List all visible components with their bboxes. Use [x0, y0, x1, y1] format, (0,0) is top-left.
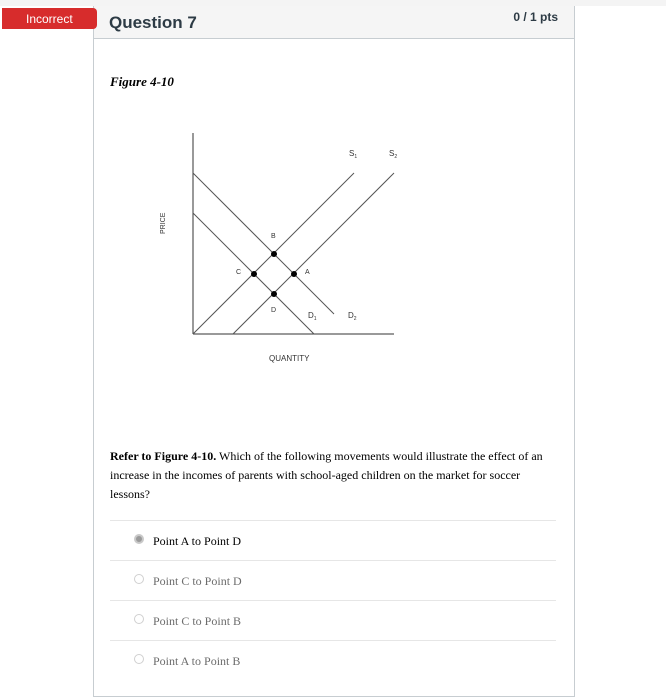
d1-label: D — [308, 311, 314, 320]
figure-label: Figure 4-10 — [110, 74, 174, 89]
points-display: 0 / 1 pts — [513, 10, 558, 24]
s1-subscript: 1 — [354, 154, 358, 160]
point-d-dot — [271, 291, 277, 297]
d2-subscript: 2 — [353, 316, 357, 322]
x-axis-label: QUANTITY — [269, 354, 310, 363]
answer-option-1[interactable] — [110, 520, 556, 561]
point-c-label: C — [236, 269, 242, 276]
svg-text:S2 — [389, 149, 397, 160]
s2-label: S — [389, 149, 395, 158]
supply-curve-s2 — [233, 173, 394, 334]
s2-subscript: 2 — [394, 154, 398, 160]
question-title: Question 7 — [109, 13, 197, 32]
radio-icon[interactable] — [134, 654, 144, 664]
point-a-dot — [291, 271, 297, 277]
svg-text:D1 — [308, 311, 317, 322]
point-d-label: D — [271, 307, 277, 314]
point-b-dot — [271, 251, 277, 257]
figure-reference: Refer to Figure 4-10. — [110, 449, 217, 463]
incorrect-badge: Incorrect — [2, 8, 97, 29]
d2-label: D — [348, 311, 354, 320]
svg-text:S1 — [349, 149, 357, 160]
demand-curve-d1 — [193, 173, 334, 314]
radio-icon[interactable] — [134, 574, 144, 584]
answer-option-3[interactable] — [110, 600, 556, 641]
s1-label: S — [349, 149, 355, 158]
answer-option-2[interactable] — [110, 560, 556, 601]
answer-label: Point C to Point D — [153, 574, 242, 588]
answer-label: Point A to Point B — [153, 654, 241, 668]
question-text — [110, 447, 562, 504]
answer-label: Point A to Point D — [153, 534, 242, 548]
radio-icon[interactable] — [134, 614, 144, 624]
answer-option-4[interactable] — [110, 640, 556, 681]
point-c-dot — [251, 271, 257, 277]
svg-text:D2 — [348, 311, 357, 322]
radio-selected-icon[interactable] — [134, 534, 144, 544]
y-axis-label: PRICE — [160, 212, 167, 234]
d1-subscript: 1 — [313, 316, 317, 322]
point-b-label: B — [271, 233, 276, 240]
point-a-label: A — [305, 269, 310, 276]
answer-label: Point C to Point B — [153, 614, 242, 628]
question-body: Which of the following movements would illustrate the effect of an increase in the incomes of parents with school-aged children on the market for soccer lessons? — [110, 449, 543, 501]
